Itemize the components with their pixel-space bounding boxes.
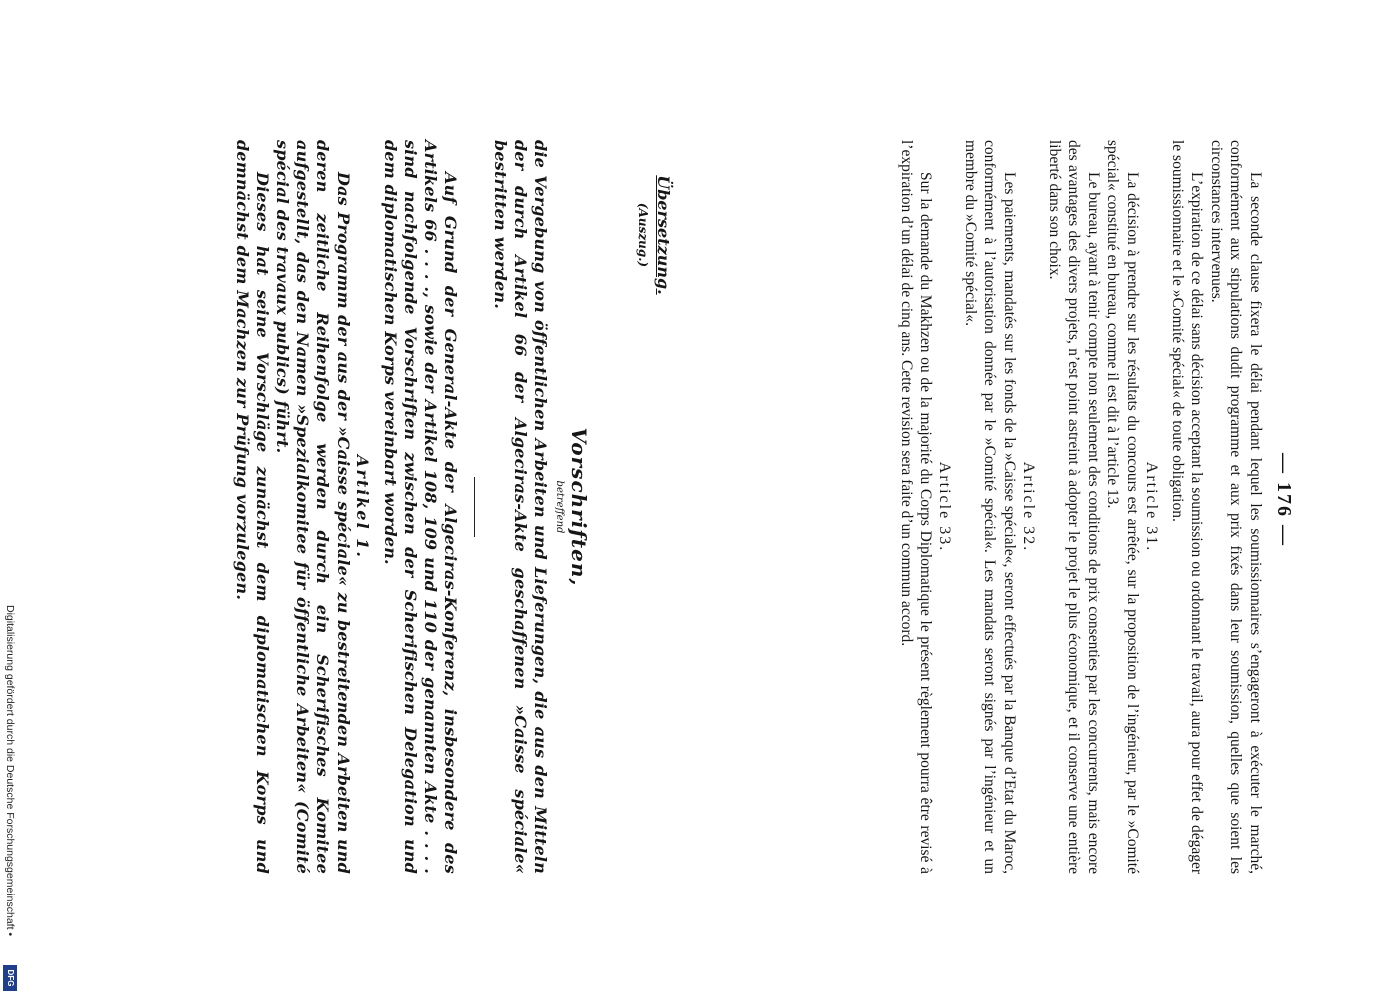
article-heading: Artikel 1. bbox=[352, 455, 372, 559]
auszug-label: (Auszug.) bbox=[636, 202, 650, 268]
article-heading: Article 32. bbox=[1020, 461, 1038, 553]
paragraph: La décision à prendre sur les résultats du concours est arrêtée, sur la proposition de l’ingénieur, par le »Comité spécial« constitué en bureau, comme il est dit à l’article 13. bbox=[1104, 140, 1142, 874]
dfg-logo: DFG bbox=[3, 965, 17, 991]
paragraph: Les paiements, mandatés sur les fonds de la »Caisse spéciale«, seront effectués par la Banque d’Etat du Maroc, conformément à l’autorisation donnée par le »Comité spécial«. Les mandats seront signés par l’ingénieur et un membre du »Comité spécial«. bbox=[961, 140, 1019, 874]
article-heading: Article 31. bbox=[1143, 461, 1161, 553]
page-number: — 176 — bbox=[1273, 453, 1295, 547]
german-title: Vorschriften, bbox=[567, 427, 591, 587]
divider bbox=[474, 477, 475, 537]
paragraph: La seconde clause fixera le délai pendant lequel les soumissionnaires s’engageront à exécuter le marché, conformément aux stipulations dudit programme et aux prix fixés dans leur soumission, quelles que soient les circonstances intervenues. bbox=[1207, 140, 1264, 874]
paragraph: die Vergebung von öffentlichen Arbeiten und Lieferungen, die aus den Mitteln der durch Artikel 66 der Algeciras-Akte geschaffenen »Caisse spéciale« bestritten werden. bbox=[490, 140, 550, 874]
paragraph: Das Programm der aus der »Caisse spéciale« zu bestreitenden Arbeiten und deren zeitliche Reihenfolge werden durch ein Scherifisches Komitee aufgestellt, das den Namen »Spezialkomitee für öffentliche Arbeiten« (Comité spécial des travaux publics) führt. bbox=[272, 140, 353, 874]
article-heading: Article 33. bbox=[936, 461, 954, 553]
german-section bbox=[231, 140, 591, 874]
translation-label bbox=[636, 0, 673, 470]
paragraph: Dieses hat seine Vorschläge zunächst dem diplomatischen Korps und demnächst dem Machzen zur Prüfung vorzulegen. bbox=[232, 140, 272, 874]
digitization-footer bbox=[0, 0, 18, 1000]
french-section bbox=[896, 140, 1265, 874]
footer-text: Digitalisierung gefördert durch die Deutsche Forschungsgemeinschaft • bbox=[4, 605, 16, 937]
betreffend-label: betreffend bbox=[554, 480, 565, 534]
paragraph: Sur la demande du Makhzen ou de la majorité du Corps Diplomatique le présent règlement pourra être revisé à l’expiration d’un délai de cinq ans. Cette revision sera faite d’un commun accord. bbox=[897, 140, 935, 874]
uebersetzung-label: Übersetzung. bbox=[654, 175, 673, 295]
paragraph: L’expiration de ce délai sans décision acceptant la soumission ou ordonnant le travail, aura pour effet de dégager le soumissionnaire et le »Comité spécial« de toute obligation. bbox=[1168, 140, 1206, 874]
paragraph: Auf Grund der General-Akte der Algeciras-Konferenz, insbesondere des Artikels 66 . . . ., sowie der Artikel 108, 109 und 110 der genannten Akte . . . . sind nachfolgende Vorschriften zwischen der Scherifischen Delegation und dem diplomatischen Korps vereinbart worden. bbox=[380, 140, 461, 874]
paragraph: Le bureau, ayant à tenir compte non seulement des conditions de prix consenties par les concurrents, mais encore des avantages des divers projets, n’est point astreint à adopter le projet le plus économique, et il conserve une entière liberté dans son choix. bbox=[1045, 140, 1102, 874]
